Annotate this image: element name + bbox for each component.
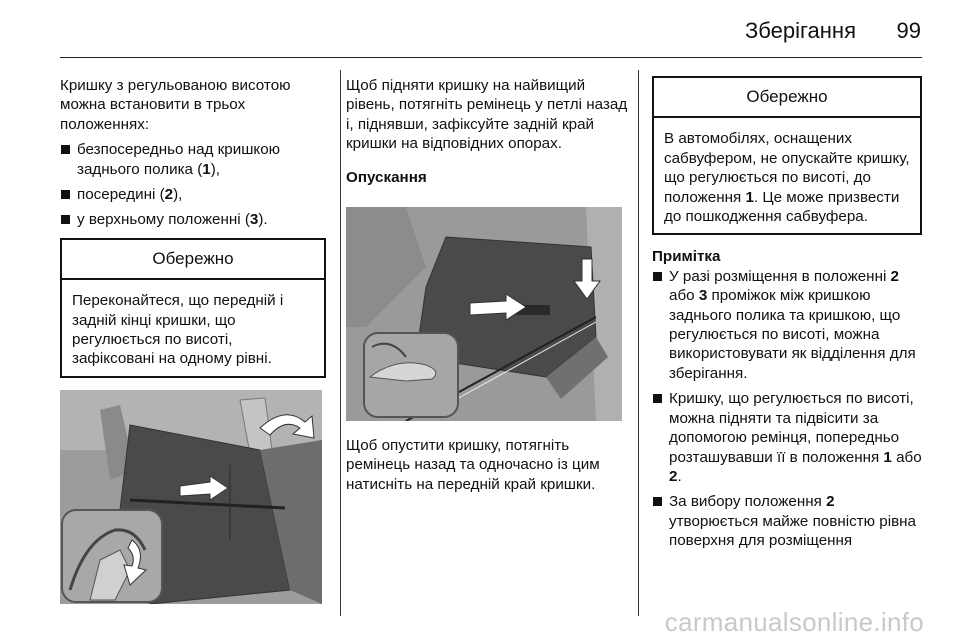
position-number: 3 (249, 211, 259, 229)
caution-title: Обережно (62, 240, 324, 280)
raise-paragraph: Щоб підняти кришку на найвищий рівень, потягніть ремінець у петлі назад і, піднявши, зафіксуйте задній край кришки на відповідних опорах. (346, 77, 628, 153)
lower-text-block (346, 436, 636, 500)
item-text: ), (210, 160, 221, 178)
item-text: посередині ( (77, 186, 165, 204)
column-left (60, 76, 326, 417)
item-text: у верхньому положенні ( (77, 211, 250, 229)
page-number: 99 (896, 18, 921, 43)
list-item: Кришку, що регулюється по висоті, можна підняти та підвісити за допомогою ремінця, попередньо розташувавши її в положення 1 або 2. (652, 389, 922, 486)
column-middle (346, 76, 636, 193)
position-number: 1 (202, 160, 211, 178)
item-text: ), (173, 186, 183, 204)
list-item (60, 140, 326, 179)
raise-illustration (60, 390, 322, 604)
caution-box (60, 238, 326, 378)
lower-heading: Опускання (346, 168, 427, 186)
caution-title: Обережно (654, 78, 920, 118)
caution-text: В автомобілях, оснащених сабвуфером, не опускайте кришку, що регулюється по висоті, до положення 1. Це може призвести до пошкодження сабвуфера. (664, 130, 910, 226)
header-divider (60, 57, 922, 58)
column-divider (340, 70, 341, 616)
notes-list (652, 267, 922, 551)
watermark: carmanualsonline.info (664, 607, 924, 637)
lower-paragraph: Щоб опустити кришку, потягніть ремінець назад та одночасно із цим натисніть на передній край кришки. (346, 437, 600, 493)
position-number: 1 (745, 188, 754, 206)
list-item (60, 185, 326, 204)
column-divider (638, 70, 639, 616)
intro-paragraph: Кришку з регульованою висотою можна встановити в трьох положеннях: (60, 77, 291, 133)
item-text: ). (258, 211, 268, 229)
list-item: У разі розміщення в положенні 2 або 3 проміжок між кришкою заднього полика та кришкою, що регулюється по висоті, можна використовувати як відділення для зберігання. (652, 267, 922, 383)
lower-illustration (346, 207, 622, 421)
column-right (652, 76, 922, 557)
bullet-icon (653, 394, 662, 403)
list-item (60, 210, 326, 229)
caution-box-subwoofer (652, 76, 922, 235)
positions-list (60, 140, 326, 230)
bullet-icon (653, 272, 662, 281)
bullet-icon (61, 190, 70, 199)
item-text: безпосередньо над кришкою заднього полика ( (77, 141, 281, 178)
bullet-icon (61, 145, 70, 154)
position-number: 2 (164, 186, 174, 204)
list-item: За вибору положення 2 утворюється майже повністю рівна поверхня для розміщення (652, 492, 922, 550)
bullet-icon (653, 497, 662, 506)
section-title: Зберігання (745, 18, 856, 43)
page-header (0, 0, 960, 56)
bullet-icon (61, 215, 70, 224)
caution-text: Переконайтеся, що передній і задній кінці кришки, що регулюється по висоті, зафіксовані на одному рівні. (72, 292, 284, 368)
note-heading: Примітка (652, 248, 721, 266)
